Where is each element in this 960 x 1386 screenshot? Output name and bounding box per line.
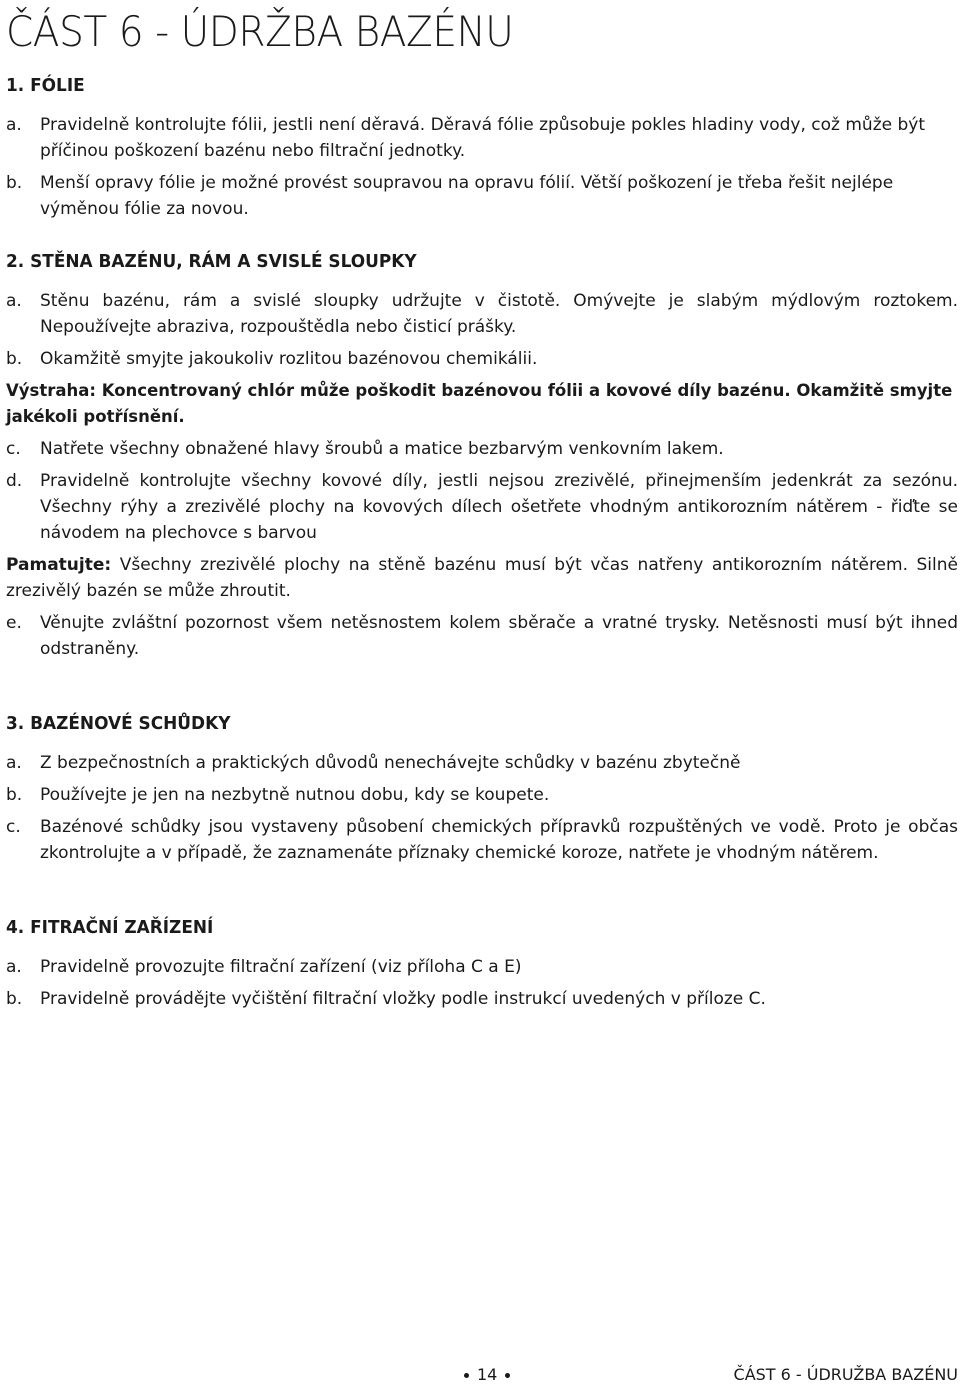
list-text: Okamžitě smyjte jakoukoliv rozlitou bazénovou chemikálii.: [40, 349, 538, 369]
page-title: ČÁST 6 - ÚDRŽBA BAZÉNU: [6, 7, 514, 56]
list-marker: d.: [6, 471, 23, 491]
section-heading-folie: 1. FÓLIE: [6, 75, 85, 96]
note-text: Všechny zrezivělé plochy na stěně bazénu musí být včas natřeny antikorozním nátěrem. Silně zrezivělý bazén se může zhroutit.: [6, 555, 958, 601]
list-text: Natřete všechny obnažené hlavy šroubů a matice bezbarvým venkovním lakem.: [40, 439, 724, 459]
document-body: [6, 72, 958, 1018]
list-item: [6, 346, 958, 372]
list-text: Používejte je jen na nezbytně nutnou dobu, kdy se koupete.: [40, 785, 550, 805]
list-item: [6, 782, 958, 808]
list-text: Pravidelně provozujte filtrační zařízení (viz příloha C a E): [40, 957, 522, 977]
list-marker: b.: [6, 173, 23, 193]
list-item: [6, 436, 958, 462]
list-text: Bazénové schůdky jsou vystaveny působení chemických přípravků rozpuštěných ve vodě. Proto je občas zkontrolujte a v případě, že zaznamenáte příznaky chemické koroze, natřete je vhodným nátěrem.: [40, 817, 958, 863]
list-text: Věnujte zvláštní pozornost všem netěsnostem kolem sběrače a vratné trysky. Netěsnosti musí být ihned odstraněny.: [40, 613, 958, 659]
list-item: [6, 750, 958, 776]
list-marker: c.: [6, 817, 21, 837]
footer-page-number: [456, 1364, 518, 1386]
list-marker: a.: [6, 957, 22, 977]
section-heading-schudky: 3. BAZÉNOVÉ SCHŮDKY: [6, 713, 231, 734]
section-heading-stena: 2. STĚNA BAZÉNU, RÁM A SVISLÉ SLOUPKY: [6, 251, 417, 272]
list-item: [6, 468, 958, 546]
page-number: 14: [477, 1365, 498, 1384]
list-marker: c.: [6, 439, 21, 459]
footer-chapter-title: ČÁST 6 - ÚDRUŽBA BAZÉNU: [733, 1365, 958, 1384]
list-marker: a.: [6, 753, 22, 773]
section-heading-filtrace: 4. FITRAČNÍ ZAŘÍZENÍ: [6, 917, 214, 938]
list-item: [6, 954, 958, 980]
bullet-icon: [505, 1373, 510, 1378]
list-text: Pravidelně kontrolujte všechny kovové díly, jestli nejsou zrezivělé, přinejmenším jedenkrát za sezónu. Všechny rýhy a zrezivělé plochy na kovových dílech ošetřete vhodným antikorozním nátěrem - řiďte se návodem na plechovce s barvou: [40, 471, 958, 543]
list-item: [6, 288, 958, 340]
list-marker: e.: [6, 613, 22, 633]
list-text: Pravidelně provádějte vyčištění filtrační vložky podle instrukcí uvedených v příloze C.: [40, 989, 766, 1009]
list-marker: a.: [6, 291, 22, 311]
list-text: Menší opravy fólie je možné provést soupravou na opravu fólií. Větší poškození je třeba řešit nejlépe výměnou fólie za novou.: [40, 173, 894, 219]
list-item: [6, 112, 958, 164]
list-text: Stěnu bazénu, rám a svislé sloupky udržujte v čistotě. Omývejte je slabým mýdlovým roztokem. Nepoužívejte abraziva, rozpouštědla nebo čisticí prášky.: [40, 291, 958, 337]
list-marker: b.: [6, 989, 23, 1009]
list-marker: a.: [6, 115, 22, 135]
list-marker: b.: [6, 349, 23, 369]
list-text: Z bezpečnostních a praktických důvodů nenechávejte schůdky v bazénu zbytečně: [40, 753, 741, 773]
bullet-icon: [464, 1373, 469, 1378]
list-item: [6, 170, 958, 222]
note-label: Pamatujte:: [6, 555, 112, 575]
list-text: Pravidelně kontrolujte fólii, jestli není děravá. Děravá fólie způsobuje pokles hladiny vody, což může být příčinou poškození bazénu nebo filtrační jednotky.: [40, 115, 926, 161]
list-item: [6, 814, 958, 866]
warning-text: Výstraha: Koncentrovaný chlór může poškodit bazénovou fólii a kovové díly bazénu. Okamžitě smyjte jakékoli potřísnění.: [6, 381, 953, 426]
list-item: [6, 986, 958, 1012]
list-item: [6, 610, 958, 662]
note-paragraph: [6, 552, 958, 604]
list-marker: b.: [6, 785, 23, 805]
